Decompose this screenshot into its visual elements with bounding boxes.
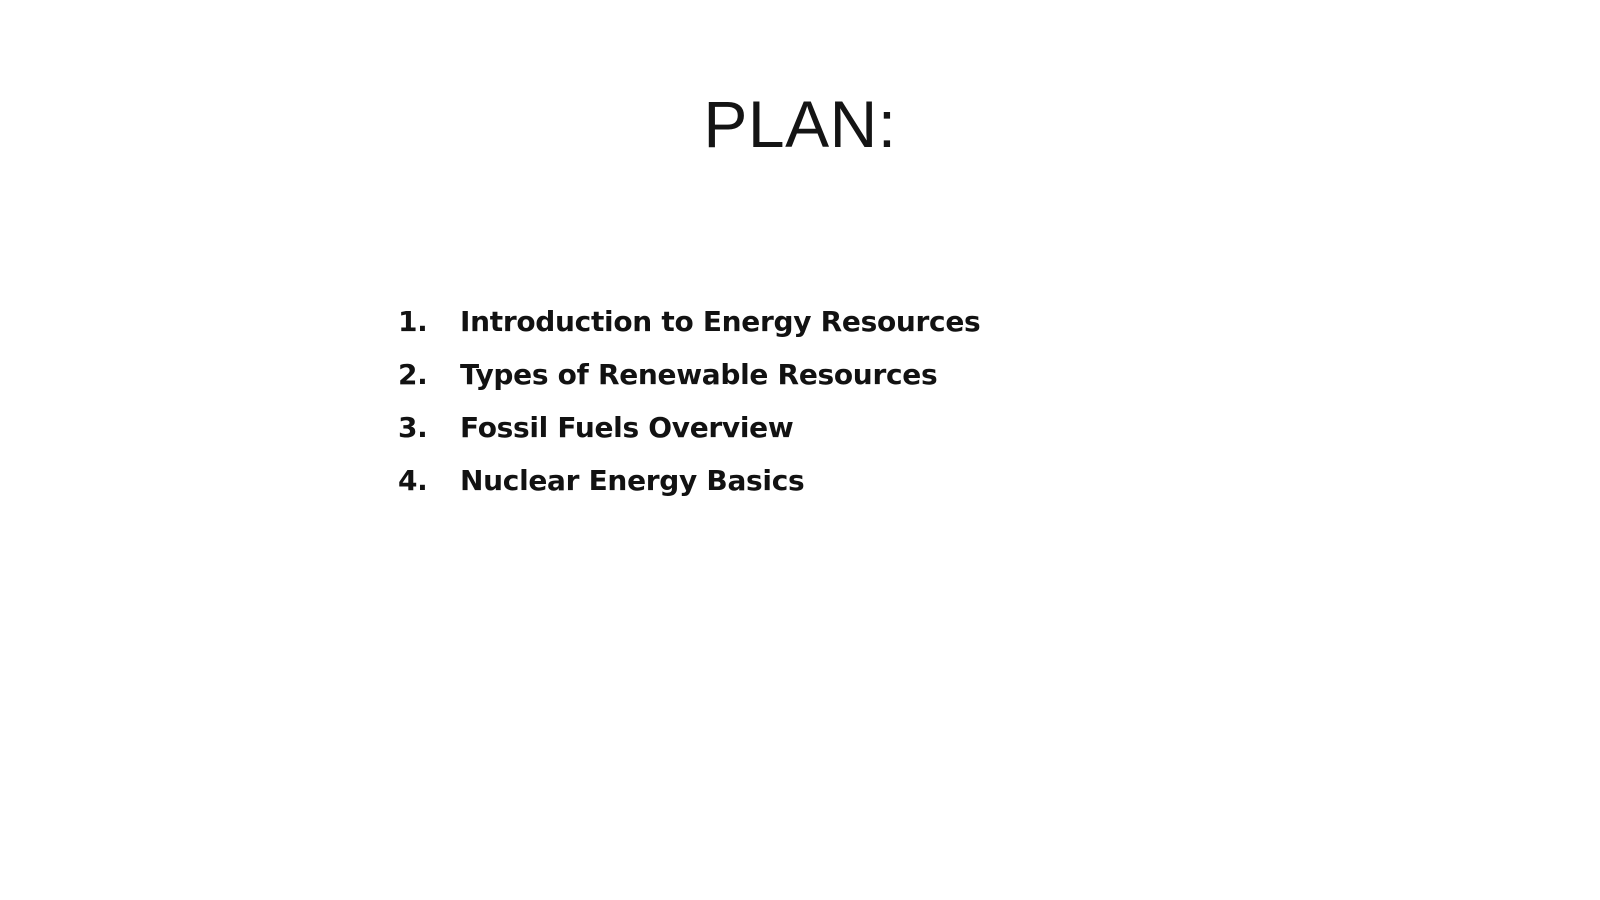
list-item-label: Fossil Fuels Overview — [460, 411, 794, 445]
list-item — [398, 305, 1298, 338]
list-item-number: 3. — [398, 411, 428, 445]
list-item-label: Types of Renewable Resources — [460, 358, 938, 392]
list-item-label: Nuclear Energy Basics — [460, 464, 805, 498]
list-item — [398, 464, 1298, 497]
list-item — [398, 358, 1298, 391]
list-item-number: 1. — [398, 305, 428, 338]
list-item — [398, 411, 1298, 444]
agenda-list — [398, 305, 1298, 517]
list-item-number: 2. — [398, 358, 428, 392]
list-item-label: Introduction to Energy Resources — [460, 305, 981, 338]
list-item-number: 4. — [398, 464, 428, 498]
page-title: PLAN: — [703, 87, 897, 161]
